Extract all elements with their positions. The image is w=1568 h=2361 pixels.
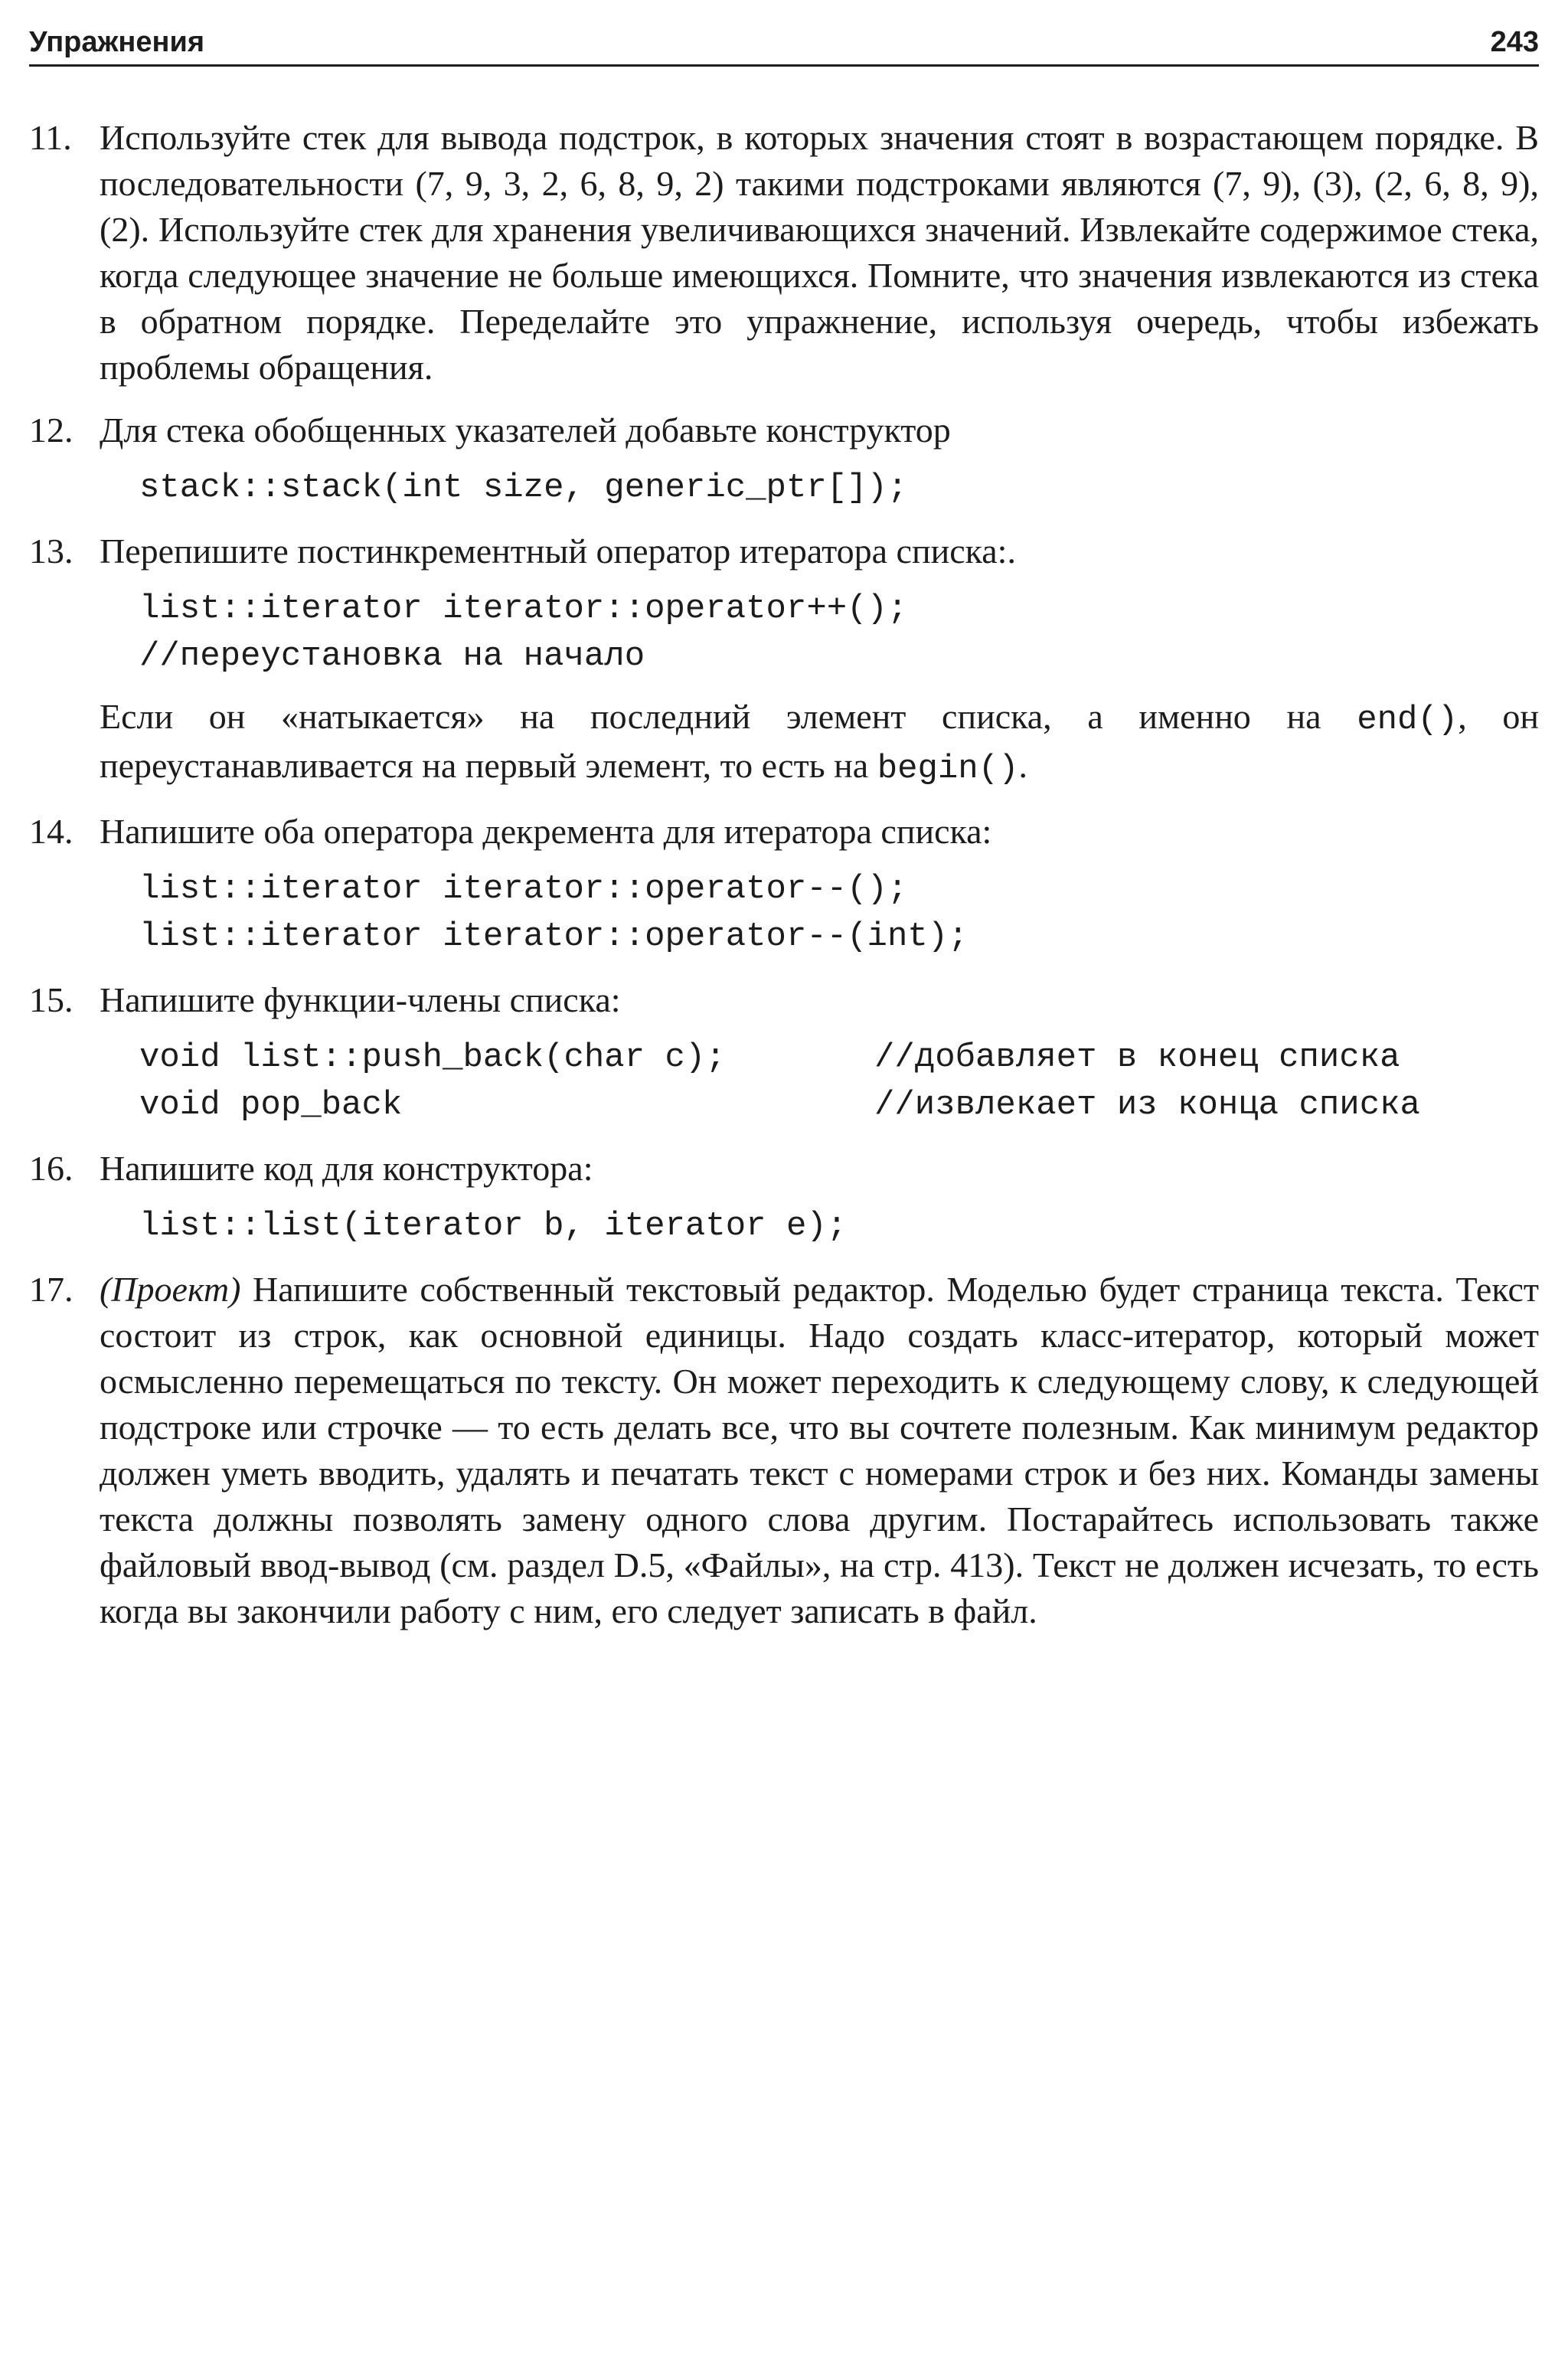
code-snippet [139, 865, 1539, 960]
code-line: list::iterator iterator::operator--(int); [139, 917, 969, 956]
exercise-14 [29, 809, 1539, 960]
exercise-number: 17. [29, 1270, 74, 1309]
exercise-text [100, 1267, 1539, 1634]
exercise-12 [29, 407, 1539, 512]
code-comment: //добавляет в конец списка [874, 1038, 1400, 1077]
exercise-17 [29, 1267, 1539, 1634]
exercise-number: 14. [29, 812, 74, 851]
exercise-text: Используйте стек для вывода подстрок, в которых значения стоят в возрастающем порядке. В последовательности (7, 9, 3, 2, 6, 8, 9, 2) такими подстроками являются (7, 9), (3), (2, 6, 8, 9), (2). Используйте стек для хранения увеличивающихся значений. Извлекайте содержимое стека, когда следующее значение не больше имеющихся. Помните, что значения извлекаются из стека в обратном порядке. Переделайте это упражнение, используя очередь, чтобы избежать проблемы обращения. [100, 118, 1539, 387]
code-snippet [139, 1034, 1539, 1129]
code-line: list::iterator iterator::operator--(); [139, 870, 908, 908]
exercise-number: 11. [29, 118, 72, 157]
inline-code-begin: begin() [877, 750, 1019, 788]
code-comment: //переустановка на начало [139, 637, 645, 675]
code-line: list::iterator iterator::operator++(); [139, 590, 908, 628]
code-snippet: stack::stack(int size, generic_ptr[]); [139, 469, 908, 507]
chapter-title: Упражнения [29, 26, 205, 58]
code-snippet: list::list(iterator b, iterator e); [139, 1207, 848, 1245]
exercise-body: Напишите собственный текстовый редактор. Моделью будет страница текста. Текст состоит из строк, как основной единицы. Надо создать класс-итератор, который может осмысленно перемещаться по тексту. Он может переходить к следующему слову, к следующей подстроке или строчке — то есть делать все, что вы сочтете полезным. Как минимум редактор должен уметь вводить, удалять и печатать текст с номерами строк и без них. Команды замены текста должны позволять замену одного слова другим. Постарайтесь использовать также файловый ввод-вывод (см. раздел D.5, «Файлы», на стр. 413). Текст не должен исчезать, то есть когда вы закончили работу с ним, его следует записать в файл. [100, 1270, 1539, 1630]
code-line: void list::push_back(char c); [139, 1038, 726, 1077]
inline-code-end: end() [1357, 701, 1459, 739]
code-comment: //извлекает из конца списка [874, 1086, 1420, 1124]
exercise-list [29, 115, 1539, 1651]
code-line: void pop_back [139, 1086, 403, 1124]
exercise-text: Напишите оба оператора декремента для итератора списка: [100, 812, 992, 851]
exercise-text: Напишите функции-члены списка: [100, 980, 621, 1019]
project-label: (Проект) [100, 1270, 241, 1309]
running-header [29, 23, 1539, 67]
explanation-text: . [1018, 746, 1028, 785]
exercise-text: Напишите код для конструктора: [100, 1149, 593, 1188]
page-number: 243 [1490, 26, 1539, 58]
exercise-explanation [100, 694, 1539, 792]
exercise-number: 15. [29, 980, 74, 1019]
code-snippet [139, 585, 1539, 680]
exercise-11 [29, 115, 1539, 391]
exercise-16 [29, 1146, 1539, 1250]
exercise-number: 13. [29, 531, 74, 571]
exercise-15 [29, 977, 1539, 1129]
exercise-text: Перепишите постинкрементный оператор итератора списка:. [100, 531, 1016, 571]
explanation-text: Если он «натыкается» на последний элемент списка, а именно на [100, 697, 1357, 736]
explanation-text: , он переустанавливается на первый элемент, то есть на [100, 697, 1540, 785]
exercise-number: 12. [29, 410, 74, 450]
exercise-number: 16. [29, 1149, 74, 1188]
exercise-13 [29, 528, 1539, 792]
exercise-text: Для стека обобщенных указателей добавьте конструктор [100, 410, 951, 450]
